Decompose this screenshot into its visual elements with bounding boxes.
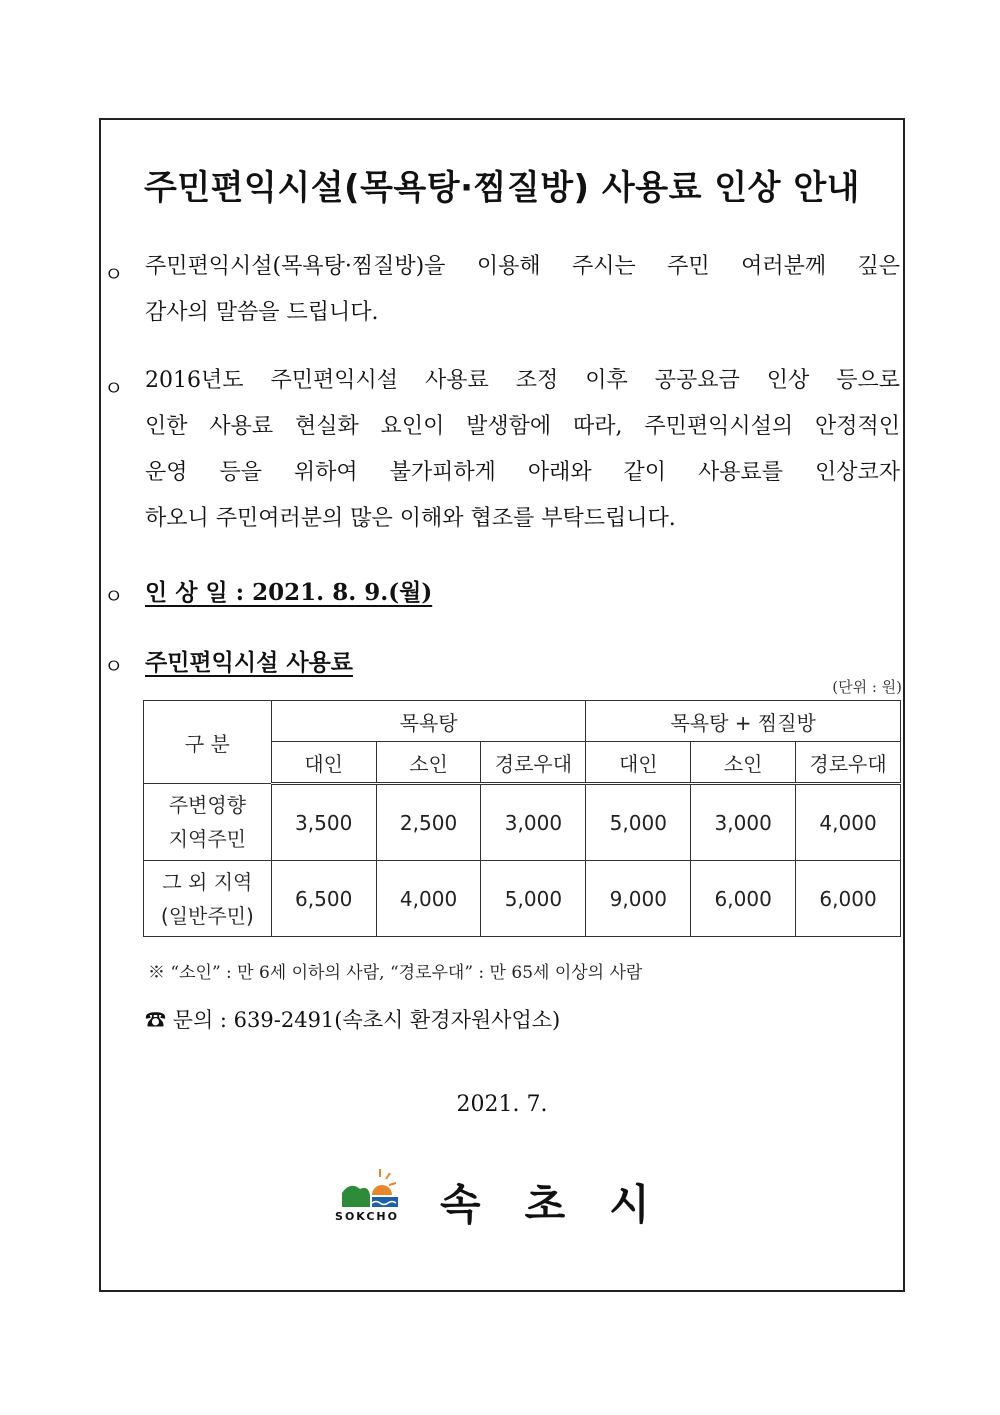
row-label-line: 지역주민 xyxy=(168,827,246,851)
age-note: ※ “소인” : 만 6세 이하의 사람, “경로우대” : 만 65세 이상의 사람 xyxy=(148,963,643,983)
group-header-bath: 목욕탕 xyxy=(271,701,586,742)
table-row xyxy=(144,784,901,861)
logo-text: SOKCHO xyxy=(335,1210,399,1223)
fee-cell: 4,000 xyxy=(376,861,481,937)
issue-date: 2021. 7. xyxy=(456,1092,548,1117)
paragraph-2-line-1: 2016년도 주민편익시설 사용료 조정 이후 공공요금 인상 등으로 xyxy=(145,368,900,393)
bullet-1: ㅇ xyxy=(104,262,124,286)
row-label-line: (일반주민) xyxy=(160,903,254,928)
sub-header: 경로우대 xyxy=(481,742,586,784)
category-header: 구 분 xyxy=(144,701,272,784)
paragraph-1-line-2: 감사의 말씀을 드립니다. xyxy=(145,300,379,325)
sub-header: 대인 xyxy=(271,742,376,784)
unit-label: (단위 : 원) xyxy=(832,678,902,696)
row-label xyxy=(144,861,272,937)
fee-cell: 4,000 xyxy=(796,784,901,861)
table-row xyxy=(144,861,901,937)
fee-cell: 9,000 xyxy=(586,861,691,937)
row-label-line: 주변영향 xyxy=(168,793,246,817)
contact-info: ☎ 문의 : 639-2491(속초시 환경자원사업소) xyxy=(145,1008,561,1032)
bullet-2: ㅇ xyxy=(104,376,124,400)
logo-sun-rays xyxy=(380,1169,396,1185)
group-header-bath-sauna: 목욕탕 + 찜질방 xyxy=(586,701,901,742)
logo-mountain xyxy=(342,1186,370,1207)
paragraph-1 xyxy=(145,244,900,336)
fee-cell: 3,000 xyxy=(481,784,586,861)
paragraph-2 xyxy=(145,358,900,542)
bullet-4: ㅇ xyxy=(104,654,124,678)
effective-date: 인 상 일 : 2021. 8. 9.(월) xyxy=(145,579,433,606)
fee-cell: 3,500 xyxy=(271,784,376,861)
fee-cell: 6,500 xyxy=(271,861,376,937)
bullet-3: ㅇ xyxy=(104,584,124,608)
fee-cell: 3,000 xyxy=(691,784,796,861)
fee-heading: 주민편익시설 사용료 xyxy=(145,649,353,676)
fee-cell: 6,000 xyxy=(691,861,796,937)
fee-cell: 5,000 xyxy=(481,861,586,937)
sub-header: 대인 xyxy=(586,742,691,784)
paragraph-2-line-3: 운영 등을 위하여 불가피하게 아래와 같이 사용료를 인상코자 xyxy=(145,460,900,485)
paragraph-1-line-1: 주민편익시설(목욕탕·찜질방)을 이용해 주시는 주민 여러분께 깊은 xyxy=(145,254,900,279)
logo-sun xyxy=(372,1185,392,1195)
fee-cell: 6,000 xyxy=(796,861,901,937)
page-title: 주민편익시설(목욕탕·찜질방) 사용료 인상 안내 xyxy=(143,168,861,208)
sub-header: 경로우대 xyxy=(796,742,901,784)
fee-cell: 5,000 xyxy=(586,784,691,861)
sub-header: 소인 xyxy=(691,742,796,784)
fee-cell: 2,500 xyxy=(376,784,481,861)
fee-table xyxy=(143,700,901,937)
row-label xyxy=(144,784,272,861)
paragraph-2-line-4: 하오니 주민여러분의 많은 이해와 협조를 부탁드립니다. xyxy=(145,506,676,531)
row-label-line: 그 외 지역 xyxy=(162,869,253,894)
paragraph-2-line-2: 인한 사용료 현실화 요인이 발생함에 따라, 주민편익시설의 안정적인 xyxy=(145,414,900,439)
city-name: 속초시 xyxy=(440,1180,694,1229)
sub-header: 소인 xyxy=(376,742,481,784)
